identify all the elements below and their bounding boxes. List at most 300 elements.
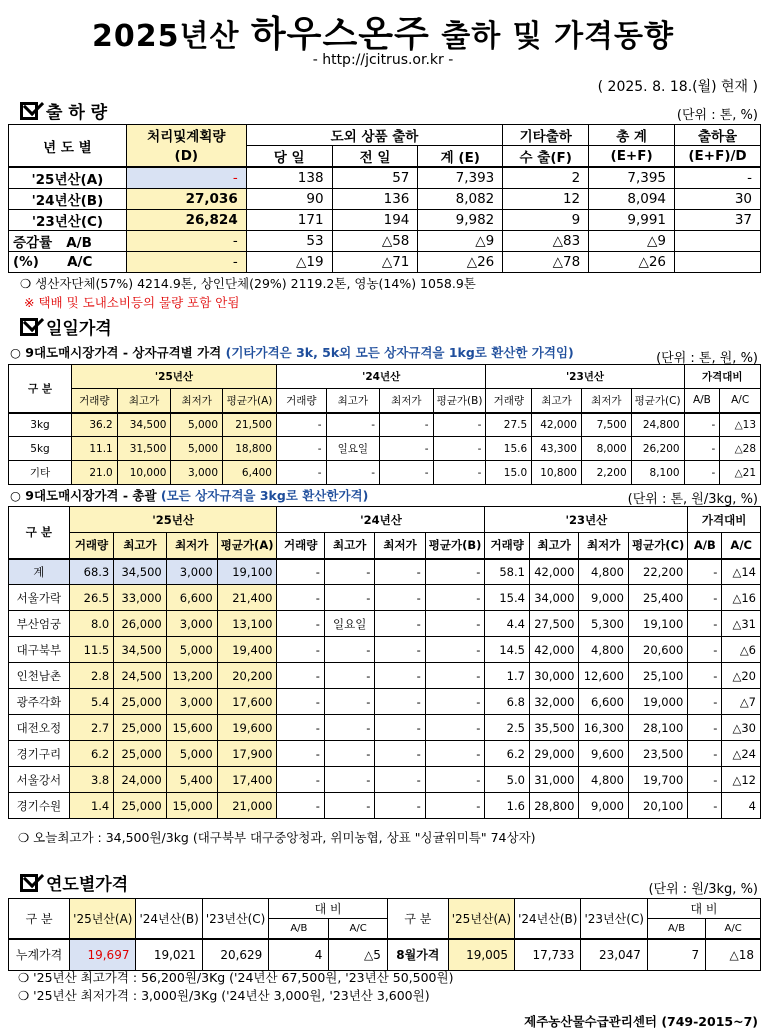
th-export: 수 출(F) [503, 146, 589, 168]
th-col: 평균가(B) [425, 533, 485, 559]
cell: 일요일 [326, 437, 380, 461]
th-y25: '25년산 [69, 507, 277, 533]
th-col: 평균가(B) [433, 389, 486, 413]
cell: 34,500 [114, 637, 166, 663]
cell: - [425, 663, 485, 689]
cell [675, 231, 761, 252]
table-row [9, 231, 761, 252]
cell: - [425, 611, 485, 637]
page-title [0, 6, 766, 57]
cell: - [277, 689, 324, 715]
cell: 27,036 [126, 189, 246, 210]
cell: 31,500 [117, 437, 171, 461]
cell: - [375, 715, 425, 741]
inc-label: 증감률 [13, 235, 53, 251]
cell: - [375, 559, 425, 585]
row-label: 5kg [9, 437, 72, 461]
cell: - [380, 437, 434, 461]
cell: 7,395 [589, 167, 675, 189]
th-col: 최저가 [579, 533, 629, 559]
section-shipment-label: 출 하 량 [46, 103, 108, 123]
cell: - [425, 767, 485, 793]
cell: - [324, 689, 374, 715]
cell: △21 [720, 461, 761, 485]
th-plan-d: (D) [126, 146, 246, 168]
cell: - [324, 637, 374, 663]
cell: - [277, 741, 324, 767]
cell: 30,000 [529, 663, 579, 689]
cell: 9 [503, 210, 589, 231]
cell: 8,082 [418, 189, 503, 210]
th-ac-2: A/C [706, 919, 761, 939]
cell: 3.8 [69, 767, 114, 793]
table-row [9, 413, 761, 437]
cell: 136 [332, 189, 418, 210]
cell: 19,005 [448, 939, 514, 971]
cell: - [380, 413, 434, 437]
cell: 171 [246, 210, 332, 231]
cell: - [688, 793, 722, 819]
cell: 19,400 [217, 637, 277, 663]
cell: - [375, 767, 425, 793]
cell: 27,500 [529, 611, 579, 637]
table-row [9, 663, 761, 689]
cell: 4 [722, 793, 761, 819]
cell: △78 [503, 252, 589, 273]
cell: 30 [675, 189, 761, 210]
cell: 24,500 [114, 663, 166, 689]
cell: - [324, 767, 374, 793]
cell: 25,000 [114, 741, 166, 767]
cell: 9,000 [579, 585, 629, 611]
th-col: 거래량 [69, 533, 114, 559]
th-prev: 전 일 [332, 146, 418, 168]
row-label: 계 [9, 559, 70, 585]
cell: 1.4 [69, 793, 114, 819]
cell: 6,400 [223, 461, 277, 485]
yearly-price-table [8, 898, 761, 971]
cell: 21,000 [217, 793, 277, 819]
cell: 6.2 [69, 741, 114, 767]
th-today: 당 일 [246, 146, 332, 168]
row-label-ab [9, 231, 127, 252]
th-plan: 처리및계획량 [126, 125, 246, 146]
cell: 14.5 [485, 637, 530, 663]
cell: 8,094 [589, 189, 675, 210]
cell: 16,300 [579, 715, 629, 741]
cell: 4 [269, 939, 329, 971]
th-col: 최저가 [171, 389, 223, 413]
row-label: 경기수원 [9, 793, 70, 819]
cell: 9,982 [418, 210, 503, 231]
shipment-note: ❍ 생산자단체(57%) 4214.9톤, 상인단체(29%) 2119.2톤, 영농(14%) 1058.9톤 [20, 276, 476, 291]
cell: △28 [720, 437, 761, 461]
market-price-table [8, 506, 761, 819]
cell: 25,400 [628, 585, 687, 611]
cell: 43,300 [532, 437, 582, 461]
table-row [9, 793, 761, 819]
cell: 21,500 [223, 413, 277, 437]
cell: 26,824 [126, 210, 246, 231]
row-label: 기타 [9, 461, 72, 485]
cell: - [375, 585, 425, 611]
section-yearly-title [20, 870, 128, 895]
sub2-text: ○ 9대도매시장가격 - 총괄 [10, 488, 157, 503]
title-year: 2025년산 [91, 19, 240, 54]
section-shipment-title [20, 98, 107, 123]
th-etc: 기타출하 [503, 125, 589, 146]
checkbox-icon [20, 874, 38, 892]
site-url[interactable]: - http://jcitrus.or.kr - [312, 52, 454, 68]
cell: △9 [418, 231, 503, 252]
yearly-unit: (단위 : 원/3kg, %) [648, 882, 758, 897]
th-sum: 계 (E) [418, 146, 503, 168]
cell: △9 [589, 231, 675, 252]
cell: - [324, 585, 374, 611]
cell: 17,900 [217, 741, 277, 767]
cell: 5,300 [579, 611, 629, 637]
cell: - [684, 413, 720, 437]
cell: 34,500 [117, 413, 171, 437]
row-label: 광주각화 [9, 689, 70, 715]
th-col: 거래량 [486, 389, 532, 413]
checkbox-icon [20, 318, 38, 336]
th-cmp-2: 대 비 [647, 899, 760, 919]
table-row [9, 585, 761, 611]
cell: - [276, 461, 326, 485]
cell: 24,000 [114, 767, 166, 793]
table-row [9, 252, 761, 273]
cell: 4.4 [485, 611, 530, 637]
th-gubun: 구 분 [9, 899, 70, 939]
cell: 2.8 [69, 663, 114, 689]
th-col: 최고가 [324, 533, 374, 559]
th-col: A/C [720, 389, 761, 413]
cell: 20,600 [628, 637, 687, 663]
th-col: 최고가 [117, 389, 171, 413]
cell: 25,000 [114, 793, 166, 819]
cell: - [425, 741, 485, 767]
cell: - [277, 663, 324, 689]
cell: 34,500 [114, 559, 166, 585]
row-label: 경기구리 [9, 741, 70, 767]
cell: 28,800 [529, 793, 579, 819]
cell: 10,800 [532, 461, 582, 485]
cell: 5,000 [171, 413, 223, 437]
th-c24: '24년산(B) [136, 899, 202, 939]
cell [675, 252, 761, 273]
cell: - [277, 611, 324, 637]
cell: △30 [722, 715, 761, 741]
cell: △12 [722, 767, 761, 793]
cell: 11.5 [69, 637, 114, 663]
cell: 19,000 [628, 689, 687, 715]
th-c25-2: '25년산(A) [448, 899, 514, 939]
cell: △7 [722, 689, 761, 715]
cell: 18,800 [223, 437, 277, 461]
cell: 42,000 [529, 637, 579, 663]
cell: 3,000 [166, 559, 217, 585]
cell: - [688, 689, 722, 715]
cell: 57 [332, 167, 418, 189]
th-col: 평균가(A) [223, 389, 277, 413]
cell: 4,800 [579, 637, 629, 663]
cell: 일요일 [324, 611, 374, 637]
cell: 3,000 [166, 689, 217, 715]
cell: 68.3 [69, 559, 114, 585]
th-cmp: 가격대비 [688, 507, 761, 533]
cell: 31,000 [529, 767, 579, 793]
th-cmp: 대 비 [269, 899, 388, 919]
cell: △24 [722, 741, 761, 767]
cell: 35,500 [529, 715, 579, 741]
th-ab-2: A/B [647, 919, 705, 939]
cell: △6 [722, 637, 761, 663]
cell: 138 [246, 167, 332, 189]
daily-unit2: (단위 : 톤, 원/3kg, %) [627, 492, 758, 507]
th-gubun: 구 분 [9, 365, 72, 413]
th-c23-2: '23년산(C) [581, 899, 648, 939]
cell: 9,600 [579, 741, 629, 767]
cell: 5,000 [166, 741, 217, 767]
row-label: 인천남촌 [9, 663, 70, 689]
th-col: 평균가(C) [628, 533, 687, 559]
cell: - [375, 611, 425, 637]
th-y25: '25년산 [72, 365, 277, 389]
cell: 13,100 [217, 611, 277, 637]
cell: 1.7 [485, 663, 530, 689]
cell: 19,697 [70, 939, 136, 971]
cell: - [425, 689, 485, 715]
th-cmp: 가격대비 [684, 365, 760, 389]
cell: - [688, 611, 722, 637]
cell: 22,200 [628, 559, 687, 585]
cell: - [425, 637, 485, 663]
cell: - [425, 715, 485, 741]
cell: 5.0 [485, 767, 530, 793]
cell: - [277, 793, 324, 819]
cell: 24,800 [631, 413, 684, 437]
th-col: 최고가 [114, 533, 166, 559]
cell: - [277, 637, 324, 663]
cell: 17,733 [515, 939, 581, 971]
cell: 17,400 [217, 767, 277, 793]
th-col: A/B [684, 389, 720, 413]
table-row [9, 741, 761, 767]
cell: △14 [722, 559, 761, 585]
th-rate: 출하율 [675, 125, 761, 146]
cell: 8.0 [69, 611, 114, 637]
cell: - [425, 585, 485, 611]
cell: - [126, 231, 246, 252]
cell: △58 [332, 231, 418, 252]
cell: 19,600 [217, 715, 277, 741]
th-col: 최고가 [326, 389, 380, 413]
daily-note: ❍ 오늘최고가 : 34,500원/3kg (대구북부 대구중앙청과, 위미농협, 상표 "싱귤위미특" 74상자) [18, 830, 536, 845]
daily-unit1: (단위 : 톤, 원, %) [656, 351, 758, 366]
th-col: 거래량 [72, 389, 118, 413]
cell: 17,600 [217, 689, 277, 715]
cell: 15.6 [486, 437, 532, 461]
title-product: 하우스온주 [250, 14, 430, 55]
pct-label: (%) [13, 254, 39, 270]
th-col: 최저가 [581, 389, 631, 413]
cell: - [126, 252, 246, 273]
cell: △31 [722, 611, 761, 637]
cell: 19,100 [217, 559, 277, 585]
cell: △71 [332, 252, 418, 273]
shipment-warning: ※ 택배 및 도내소비등의 물량 포함 안됨 [24, 295, 240, 310]
checkbox-icon [20, 102, 38, 120]
cell: 25,000 [114, 715, 166, 741]
sub1-note: (기타가격은 3k, 5k외 모든 상자규격을 1kg로 환산한 가격임) [225, 345, 574, 360]
cell: 6.8 [485, 689, 530, 715]
cell: - [688, 767, 722, 793]
cell: - [277, 715, 324, 741]
cell: 20,629 [202, 939, 269, 971]
cell: 19,700 [628, 767, 687, 793]
th-col: 최저가 [166, 533, 217, 559]
cell: △83 [503, 231, 589, 252]
cell: 21,400 [217, 585, 277, 611]
cell: 10,000 [117, 461, 171, 485]
cell: 13,200 [166, 663, 217, 689]
cell: - [380, 461, 434, 485]
cell: 2,200 [581, 461, 631, 485]
row-label-ac [9, 252, 127, 273]
th-col: A/C [722, 533, 761, 559]
cell: 58.1 [485, 559, 530, 585]
th-gubun-2: 구 분 [387, 899, 448, 939]
cell: 7,393 [418, 167, 503, 189]
cell: 9,000 [579, 793, 629, 819]
cell: - [324, 663, 374, 689]
cell: 6,600 [579, 689, 629, 715]
th-y24: '24년산 [276, 365, 485, 389]
yearly-note-max: ❍ '25년산 최고가격 : 56,200원/3Kg ('24년산 67,500원, '23년산 50,500원) [18, 970, 454, 985]
table-row [9, 189, 761, 210]
cell: 42,000 [529, 559, 579, 585]
cell: - [375, 689, 425, 715]
table-row [9, 715, 761, 741]
cell: 2 [503, 167, 589, 189]
row-label: 대구북부 [9, 637, 70, 663]
footer-source: 제주농산물수급관리센터 (749-2015~7) [524, 1014, 758, 1029]
cell: 26,000 [114, 611, 166, 637]
row-label: 대전오정 [9, 715, 70, 741]
table-row [9, 767, 761, 793]
cell: - [675, 167, 761, 189]
cell: 3,000 [171, 461, 223, 485]
cell: 9,991 [589, 210, 675, 231]
table-row [9, 611, 761, 637]
cell: 25,000 [114, 689, 166, 715]
cell: - [324, 741, 374, 767]
cell: 12 [503, 189, 589, 210]
th-y24: '24년산 [277, 507, 485, 533]
cell: - [324, 793, 374, 819]
cell: 36.2 [72, 413, 118, 437]
section-daily-label: 일일가격 [46, 319, 112, 339]
cell: 1.6 [485, 793, 530, 819]
cell: - [375, 793, 425, 819]
cell: 23,500 [628, 741, 687, 767]
cell: 26.5 [69, 585, 114, 611]
cell: △13 [720, 413, 761, 437]
table-row [9, 210, 761, 231]
cell: - [433, 413, 486, 437]
section-daily-title [20, 314, 112, 339]
th-year: 년 도 별 [9, 125, 127, 168]
cell: 15,600 [166, 715, 217, 741]
cell: - [433, 461, 486, 485]
cell: △26 [418, 252, 503, 273]
cell: - [326, 461, 380, 485]
cell: 25,100 [628, 663, 687, 689]
th-c25: '25년산(A) [70, 899, 136, 939]
cell: - [688, 715, 722, 741]
th-ac: A/C [329, 919, 388, 939]
th-outside: 도외 상품 출하 [246, 125, 503, 146]
cell: △19 [246, 252, 332, 273]
cell: 21.0 [72, 461, 118, 485]
cell: 7 [647, 939, 705, 971]
sub1-text: ○ 9대도매시장가격 - 상자규격별 가격 [10, 345, 222, 360]
th-y23: '23년산 [486, 365, 684, 389]
table-row [9, 461, 761, 485]
section-yearly-label: 연도별가격 [46, 875, 129, 895]
cell: 4,800 [579, 767, 629, 793]
cell: - [276, 437, 326, 461]
th-efd: (E+F)/D [675, 146, 761, 168]
sub2-note: (모든 상자규격을 3kg로 환산한가격) [160, 488, 369, 503]
th-ef: (E+F) [589, 146, 675, 168]
cell: - [688, 585, 722, 611]
cell: - [433, 437, 486, 461]
cell: 32,000 [529, 689, 579, 715]
size-rows [9, 413, 761, 485]
th-col: 최저가 [375, 533, 425, 559]
cell: - [276, 413, 326, 437]
cell: 53 [246, 231, 332, 252]
th-gubun: 구 분 [9, 507, 70, 559]
table-row [9, 939, 761, 971]
report-date: ( 2025. 8. 18.(월) 현재 ) [597, 79, 758, 95]
cell: 2.5 [485, 715, 530, 741]
row-label: '23년산(C) [9, 210, 127, 231]
cell: - [324, 559, 374, 585]
row-label: 누계가격 [9, 939, 70, 971]
ac-label: A/C [67, 254, 93, 270]
cell: 15.0 [486, 461, 532, 485]
th-col: 최저가 [380, 389, 434, 413]
th-c24-2: '24년산(B) [515, 899, 581, 939]
cell: - [375, 663, 425, 689]
table-row [9, 437, 761, 461]
th-col: 최고가 [529, 533, 579, 559]
cell: △26 [589, 252, 675, 273]
daily-sub2 [10, 486, 368, 504]
cell: △5 [329, 939, 388, 971]
cell: - [326, 413, 380, 437]
cell: 8,000 [581, 437, 631, 461]
cell: 4,800 [579, 559, 629, 585]
cell: - [277, 559, 324, 585]
cell: - [277, 585, 324, 611]
cell: 5,000 [166, 637, 217, 663]
cell: 27.5 [486, 413, 532, 437]
row-label: '25년산(A) [9, 167, 127, 189]
